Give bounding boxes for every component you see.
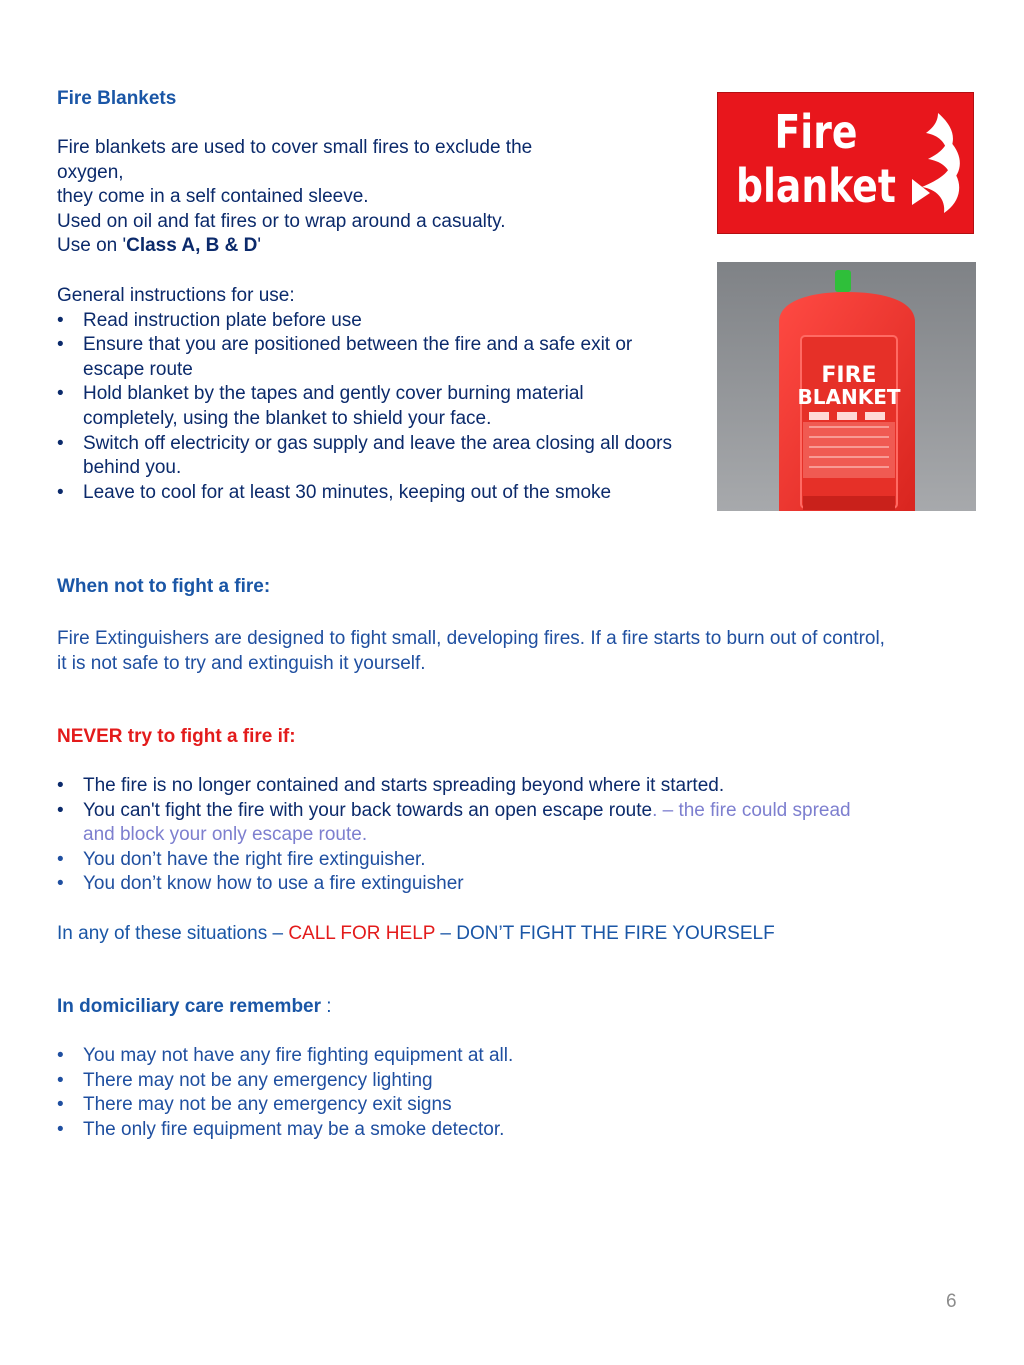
photo-label-line-1: FIRE xyxy=(821,363,877,388)
sign-line-1: Fire xyxy=(774,105,858,159)
list-item: • You don’t have the right fire extinguisher. xyxy=(57,848,887,873)
list-item: • The only fire equipment may be a smoke detector. xyxy=(57,1118,757,1143)
intro-line: oxygen, xyxy=(57,161,124,183)
use-on-line xyxy=(57,234,677,259)
situations-suffix: – DON’T FIGHT THE FIRE YOURSELF xyxy=(435,923,775,944)
bullet-extra-text: . – the fire could spread and block your only escape route. xyxy=(83,799,851,846)
section-heading-never-fight: NEVER try to fight a fire if: xyxy=(57,726,296,747)
domiciliary-list xyxy=(57,1044,757,1142)
intro-line: Used on oil and fat fires or to wrap around a casualty. xyxy=(57,210,506,232)
list-item: • You may not have any fire fighting equipment at all. xyxy=(57,1044,757,1069)
page-number: 6 xyxy=(946,1291,957,1312)
sign-text xyxy=(736,105,896,213)
domiciliary-heading-suffix: : xyxy=(321,996,332,1017)
section-heading-when-not-to-fight: When not to fight a fire: xyxy=(57,576,271,597)
situations-prefix: In any of these situations – xyxy=(57,923,289,944)
list-item: • Leave to cool for at least 30 minutes, keeping out of the smoke xyxy=(57,481,697,506)
domiciliary-heading-text: In domiciliary care remember xyxy=(57,996,322,1017)
fire-blanket-photo xyxy=(717,262,976,511)
extinguisher-paragraph: Fire Extinguishers are designed to fight small, developing fires. If a fire starts to burn out of control, it is not safe to try and extinguish it yourself. xyxy=(57,628,885,674)
use-on-prefix: Use on ' xyxy=(57,235,127,257)
intro-line: they come in a self contained sleeve. xyxy=(57,186,369,208)
section-heading-domiciliary xyxy=(57,995,332,1020)
instructions-list xyxy=(57,309,697,506)
bullet-main-text: You can't fight the fire with your back towards an open escape route xyxy=(83,799,653,821)
list-item: • Switch off electricity or gas supply and leave the area closing all doors behind you. xyxy=(57,432,683,481)
instructions-heading: General instructions for use: xyxy=(57,285,295,306)
fire-blanket-sign xyxy=(717,92,974,234)
never-fight-list xyxy=(57,774,887,897)
general-instructions xyxy=(57,284,697,505)
use-on-class: Class A, B & D xyxy=(126,235,258,257)
flame-icon xyxy=(908,109,966,221)
fire-blanket-intro xyxy=(57,136,677,259)
intro-line: Fire blankets are used to cover small fires to exclude the xyxy=(57,137,533,158)
sign-line-2: blanket xyxy=(736,159,896,213)
list-item: • There may not be any emergency lighting xyxy=(57,1069,757,1094)
list-item: • Hold blanket by the tapes and gently cover burning material completely, using the blanket to shield your face. xyxy=(57,382,673,431)
list-item: • Read instruction plate before use xyxy=(57,309,697,334)
photo-label-line-2: BLANKET xyxy=(797,385,901,409)
list-item: • You don’t know how to use a fire extinguisher xyxy=(57,872,887,897)
call-for-help: CALL FOR HELP xyxy=(288,923,436,944)
list-item: • The fire is no longer contained and starts spreading beyond where it started. xyxy=(57,774,887,799)
fire-blanket-image xyxy=(717,262,976,511)
use-on-suffix: ' xyxy=(257,235,262,257)
list-item: • There may not be any emergency exit signs xyxy=(57,1093,757,1118)
list-item xyxy=(57,799,887,848)
situations-line xyxy=(57,922,775,947)
list-item: • Ensure that you are positioned between the fire and a safe exit or escape route xyxy=(57,333,673,382)
section-heading-fire-blankets: Fire Blankets xyxy=(57,88,177,109)
